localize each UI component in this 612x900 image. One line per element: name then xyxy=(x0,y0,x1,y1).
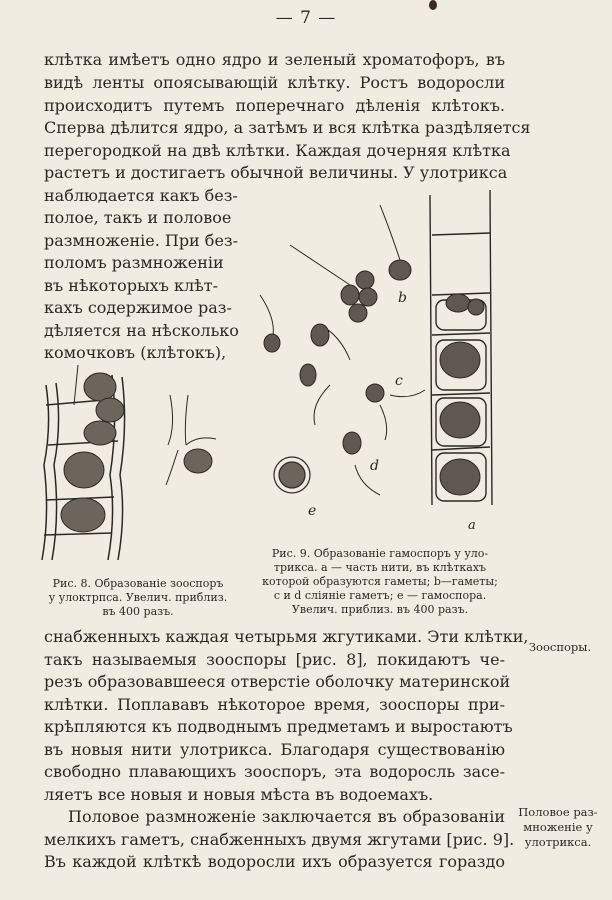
figure-9-label-e: e xyxy=(308,503,317,519)
page-number: — 7 — xyxy=(275,8,337,28)
margin-note-sexual-reproduction xyxy=(508,805,608,850)
figure-9-label-a: a xyxy=(468,518,476,533)
text-line: Сперва дѣлится ядро, а затѣмъ и вся клѣтка раздѣляется xyxy=(44,118,531,137)
caption-line: Рис. 8. Образованіе зооспоръ xyxy=(52,577,224,590)
figure-8-illustration xyxy=(38,365,238,565)
text-line: кахъ содержимое раз- xyxy=(44,298,232,317)
text-line: наблюдается какъ без- xyxy=(44,186,238,205)
text-line: резъ образовавшееся отверстіе оболочку материнской xyxy=(44,672,511,691)
text-line: поломъ размноженіи xyxy=(44,253,224,272)
caption-line: въ 400 разъ. xyxy=(102,605,174,618)
text-line: видѣ ленты опоясывающій клѣтку. Ростъ водоросли xyxy=(44,73,505,92)
text-line: снабженныхъ каждая четырьмя жгутиками. Эти клѣтки, xyxy=(44,627,529,646)
text-line: клѣтка имѣетъ одно ядро и зеленый хроматофоръ, въ xyxy=(44,50,505,69)
caption-line: у улоктрпса. Увелич. приблиз. xyxy=(48,591,228,604)
text-line: полое, такъ и половое xyxy=(44,208,232,227)
text-line: комочковъ (клѣтокъ), xyxy=(44,343,227,362)
figure-9-label-d: d xyxy=(370,458,379,474)
text-line: въ нѣкоторыхъ клѣт- xyxy=(44,276,219,295)
margin-note-line: Половое раз- xyxy=(518,805,598,819)
margin-note-zoospores: Зооспоры. xyxy=(528,640,592,654)
text-line: клѣтки. Поплававъ нѣкоторое время, зооспоры при- xyxy=(44,695,505,714)
caption-line: которой образуются гаметы; b—гаметы; xyxy=(262,575,498,588)
text-line: дѣляется на нѣсколько xyxy=(44,321,239,340)
text-line: ляетъ все новыя и новыя мѣста въ водоемахъ. xyxy=(44,785,434,804)
figure-8-caption xyxy=(38,577,238,619)
margin-note-line: улотрикса. xyxy=(524,835,592,849)
caption-line: Рис. 9. Образованіе гамоспоръ у уло- xyxy=(271,547,489,560)
text-line: мелкихъ гаметъ, снабженныхъ двумя жгутами [рис. 9]. xyxy=(44,830,515,849)
text-line: происходитъ путемъ поперечнаго дѣленія клѣтокъ. xyxy=(44,96,505,115)
figure-9-illustration xyxy=(240,185,560,545)
text-line: растетъ и достигаетъ обычной величины. У улотрикса xyxy=(44,163,508,182)
text-line: Половое размноженіе заключается въ образованіи xyxy=(68,807,505,826)
caption-line: Увелич. приблиз. въ 400 разъ. xyxy=(291,603,469,616)
caption-line: c и d сліяніе гаметъ; e — гамоспора. xyxy=(273,589,487,602)
text-line: размноженіе. При без- xyxy=(44,231,239,250)
text-line: крѣпляются къ подводнымъ предметамъ и выростаютъ xyxy=(44,717,513,736)
figure-9-caption xyxy=(250,547,510,617)
caption-line: трикса. a — часть нити, въ клѣткахъ xyxy=(273,561,487,574)
text-line: въ новыя нити улотрикса. Благодаря существованію xyxy=(44,740,505,759)
margin-note-line: множеніе у xyxy=(523,820,593,834)
text-line: перегородкой на двѣ клѣтки. Каждая дочерняя клѣтка xyxy=(44,141,511,160)
figure-9-label-c: c xyxy=(395,373,403,389)
text-line: такъ называемыя зооспоры [рис. 8], покидаютъ че- xyxy=(44,650,505,669)
text-line: Въ каждой клѣткѣ водоросли ихъ образуется гораздо xyxy=(44,852,505,871)
figure-9-label-b: b xyxy=(398,290,407,306)
text-line: свободно плавающихъ зооспоръ, эта водоросль засе- xyxy=(44,762,505,781)
